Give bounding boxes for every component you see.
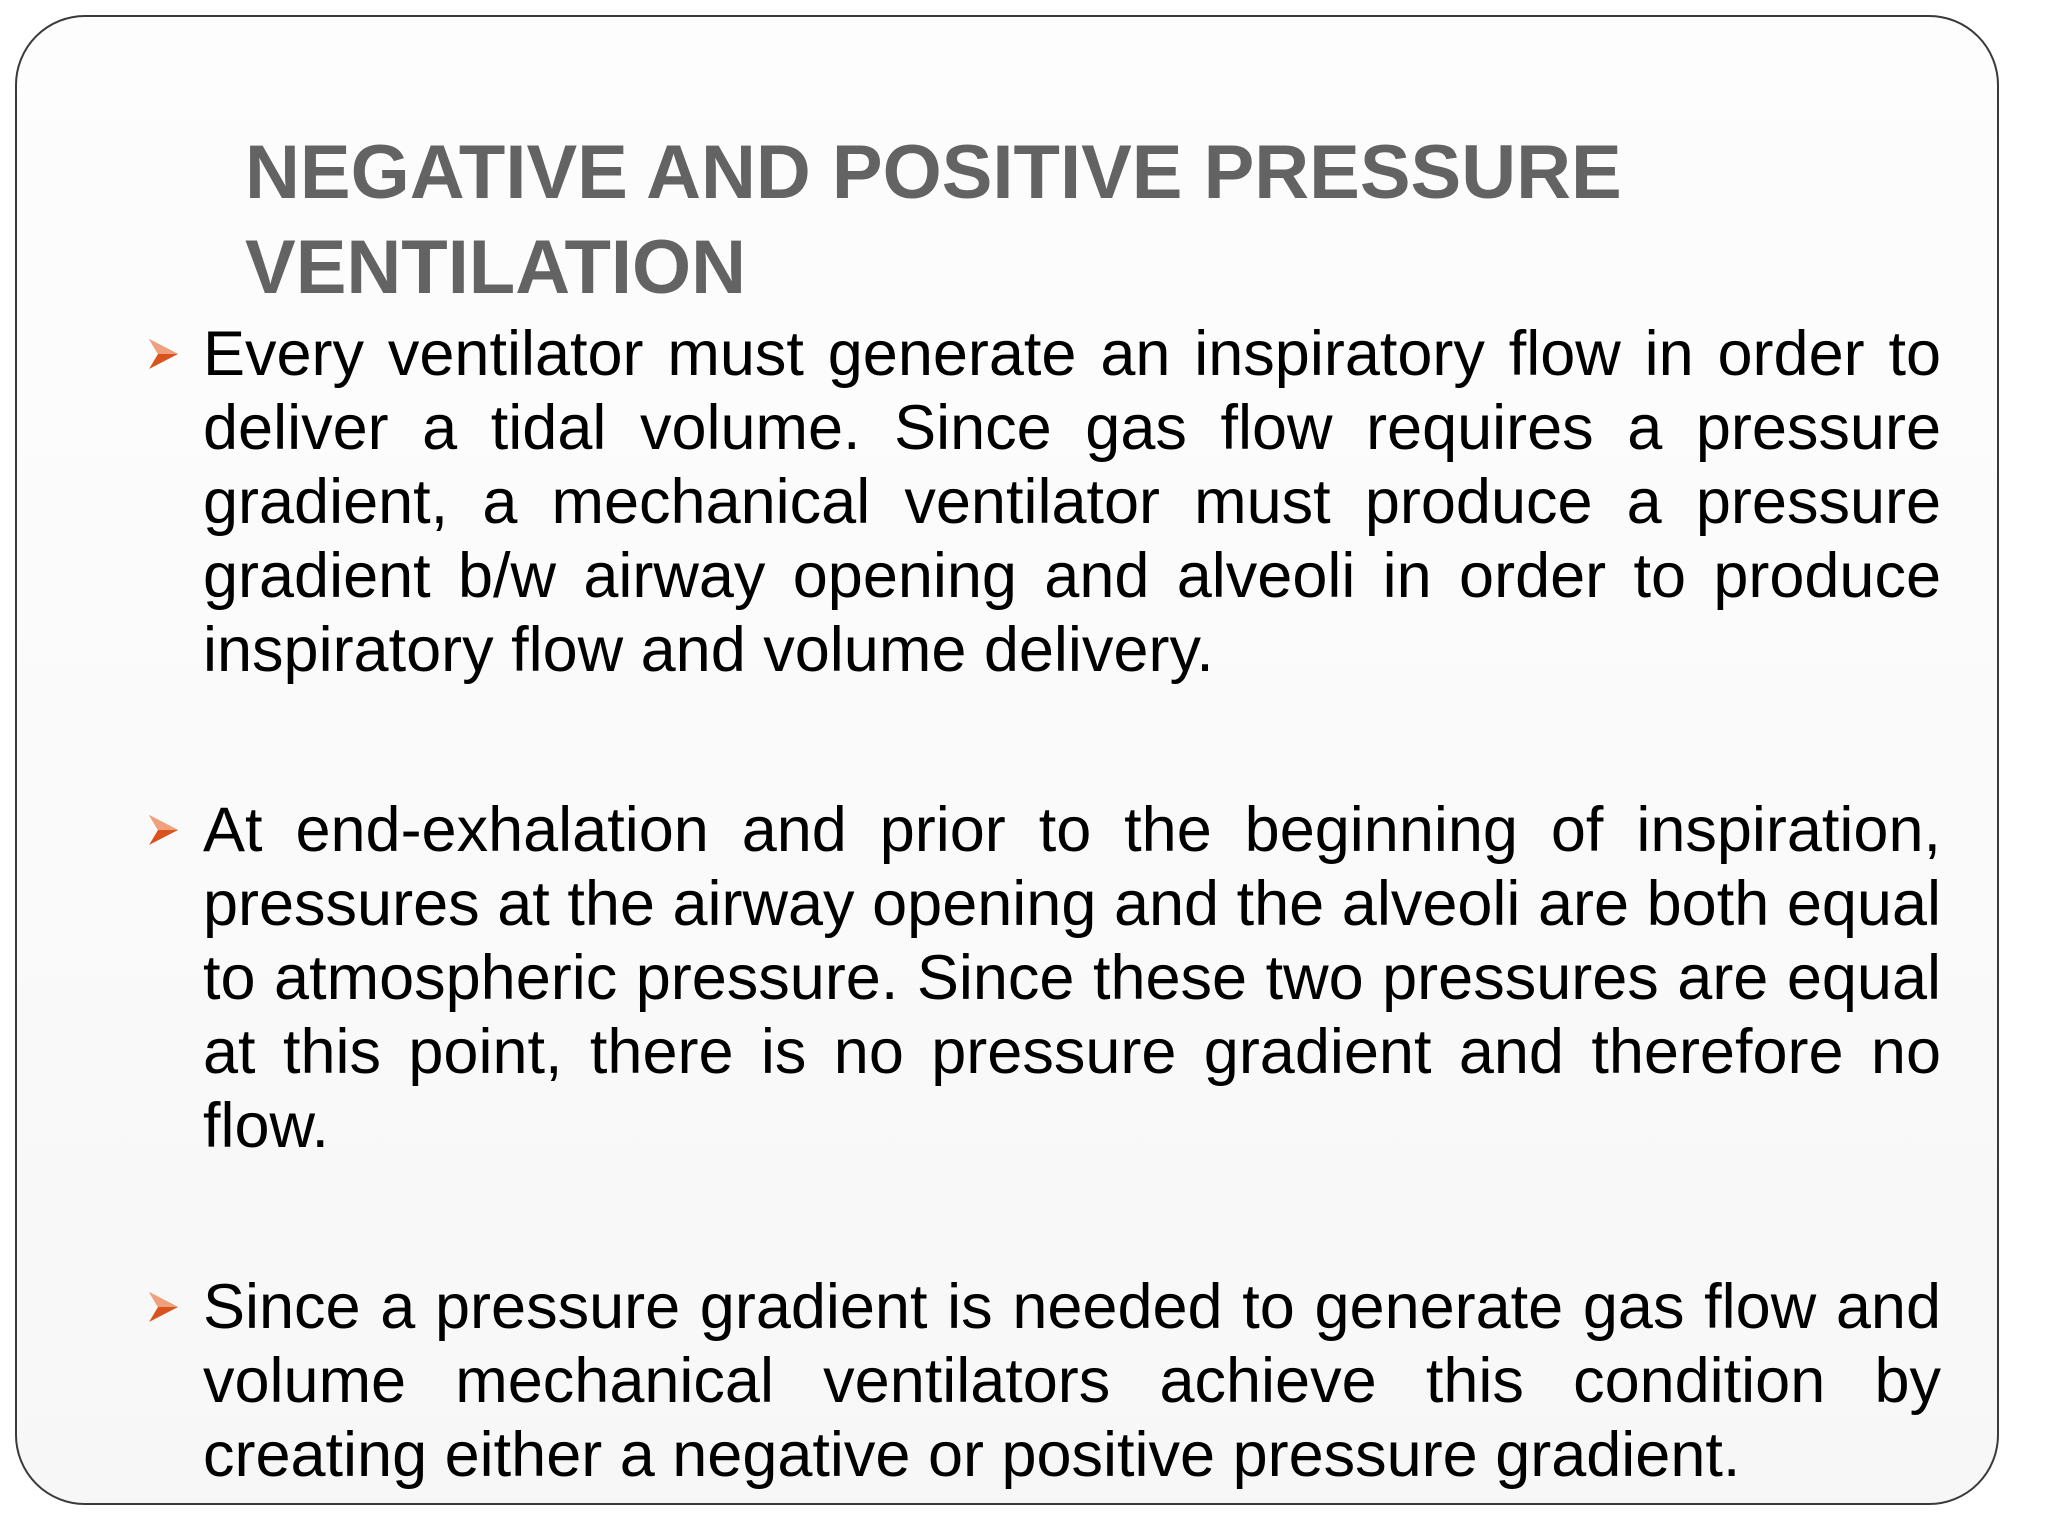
arrowhead-bullet-icon (145, 317, 203, 391)
slide-frame (15, 15, 1999, 1505)
bullet-text: At end-exhalation and prior to the beginning of inspiration, pressures at the airway opening and the alveoli are both equal to atmospheric pressure. Since these two pressures are equal at this point, there is no pressure gradient and therefore no flow. (203, 795, 1941, 1161)
bullet-item (145, 317, 1941, 687)
arrowhead-bullet-icon (145, 793, 203, 867)
bullet-item (145, 793, 1941, 1163)
bullet-text: Since a pressure gradient is needed to generate gas flow and volume mechanical ventilators achieve this condition by creating either a negative or positive pressure gradient. (203, 1272, 1941, 1490)
bullet-text: Every ventilator must generate an inspiratory flow in order to deliver a tidal volume. Since gas flow requires a pressure gradient, a mechanical ventilator must produce a pressure gradient b/w airway opening and alveoli in order to produce inspiratory flow and volume delivery. (203, 319, 1941, 685)
bullet-item (145, 1270, 1941, 1492)
arrowhead-bullet-icon (145, 1270, 203, 1344)
slide-title: NEGATIVE AND POSITIVE PRESSURE VENTILATION (245, 130, 1622, 310)
